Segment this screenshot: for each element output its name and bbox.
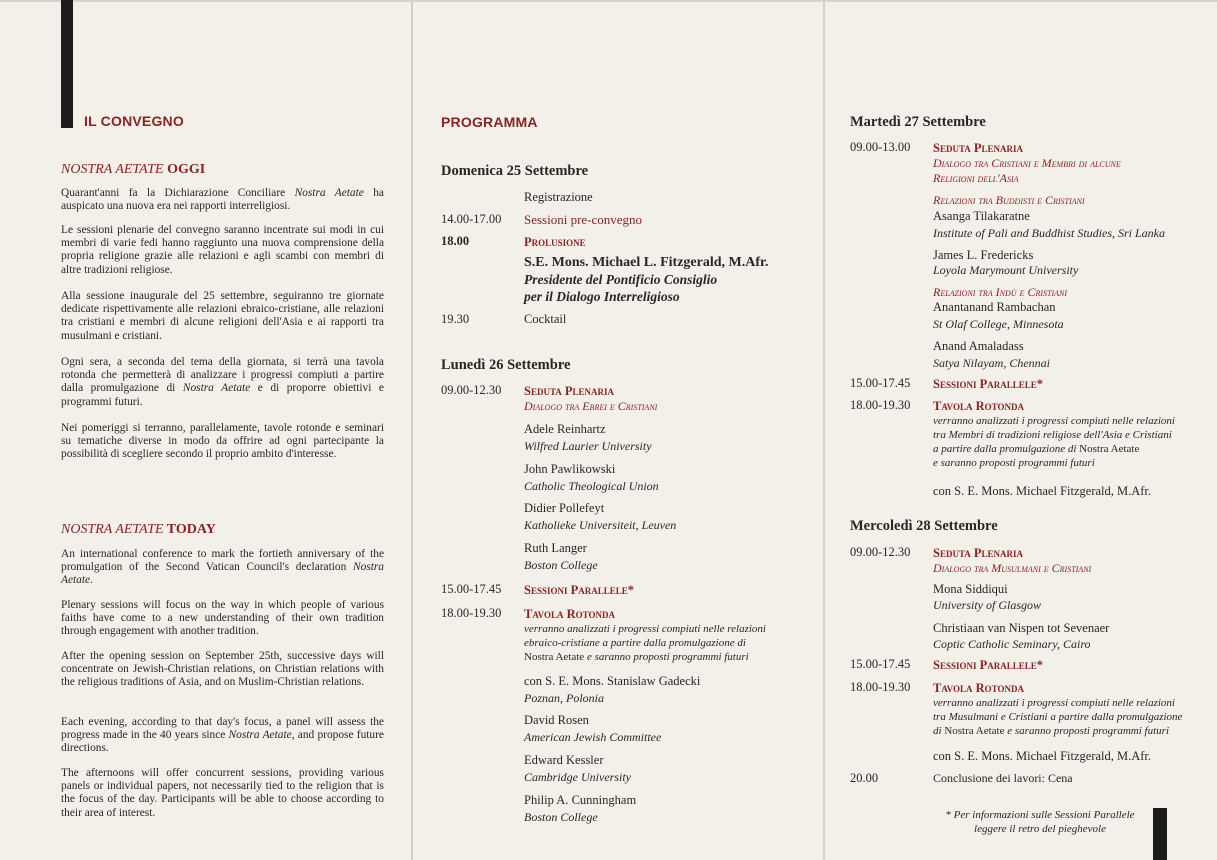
en-paragraph: Each evening, according to that day's focus, a panel will assess the progress made in the 40 years since Nostra Aetate, and propose future directions. xyxy=(61,716,384,755)
speaker-affiliation: Wilfred Laurier University xyxy=(524,439,652,453)
roundtable-description: verranno analizzati i progressi compiuti nelle relazioni tra Musulmani e Cristiani a partire dalla promulgazione di Nostra Aetate e saranno proposti programmi futuri xyxy=(933,697,1183,737)
chair-name: con S. E. Mons. Michael Fitzgerald, M.Afr. xyxy=(933,484,1152,498)
panelist-affiliation: Cambridge University xyxy=(524,770,631,784)
panel-programme xyxy=(414,0,822,860)
speaker-affiliation: Institute of Pali and Buddhist Studies, Sri Lanka xyxy=(933,226,1165,240)
it-paragraph: Nei pomeriggi si terranno, parallelamente, tavole rotonde e seminari su tematiche diverse in modo da offrire ad ogni partecipante la possibilità di scegliere secondo il proprio ambito d'interesse. xyxy=(61,422,384,461)
time: 15.00-17.45 xyxy=(850,657,911,671)
en-paragraph: The afternoons will offer concurrent sessions, providing various panels or individual papers, not necessarily tied to the religion that is the focus of the day. Participants will be able to choose according to their area of interest. xyxy=(61,767,384,819)
chair-name: con S. E. Mons. Stanislaw Gadecki xyxy=(524,674,701,688)
speaker-affiliation: Katholieke Universiteit, Leuven xyxy=(524,518,677,532)
time: 18.00 xyxy=(441,234,470,248)
panelist-affiliation: Boston College xyxy=(524,810,598,824)
session-subtitle: Dialogo tra Ebrei e Cristiani xyxy=(524,399,658,413)
speaker-fitzgerald: S.E. Mons. Michael L. Fitzgerald, M.Afr. xyxy=(524,255,769,270)
speaker-role: Presidente del Pontificio Consiglio xyxy=(524,272,718,287)
subsession-buddhist: Relazioni tra Buddisti e Cristiani xyxy=(933,193,1085,207)
session-prolusione: Prolusione xyxy=(524,235,586,249)
fold-line-left xyxy=(411,0,413,860)
speaker-name: Didier Pollefeyt xyxy=(524,501,605,515)
day-heading-monday: Lunedì 26 Settembre xyxy=(441,357,571,373)
session-subtitle: Religioni dell'Asia xyxy=(933,171,1019,185)
panel-programme-continued xyxy=(826,0,1217,860)
closing-dinner: Conclusione dei lavori: Cena xyxy=(933,771,1073,785)
day-heading-sunday: Domenica 25 Settembre xyxy=(441,163,589,179)
panelist-name: David Rosen xyxy=(524,713,589,727)
session-parallele: Sessioni Parallele* xyxy=(524,583,634,597)
roundtable-description: verranno analizzati i progressi compiuti nelle relazioni ebraico-cristiane a partire dalla promulgazione di Nostra Aetate e saranno proposti programmi futuri xyxy=(524,623,766,663)
time: 09.00-12.30 xyxy=(850,545,911,559)
session-parallele: Sessioni Parallele* xyxy=(933,377,1043,391)
speaker-name: James L. Fredericks xyxy=(933,248,1034,262)
speaker-affiliation: Loyola Marymount University xyxy=(933,263,1079,277)
panelist-affiliation: American Jewish Committee xyxy=(524,730,662,744)
it-paragraph: Quarant'anni fa la Dichiarazione Conciliare Nostra Aetate ha auspicato una nuova era nei rapporti interreligiosi. xyxy=(61,187,384,213)
it-paragraph: Ogni sera, a seconda del tema della giornata, si terrà una tavola rotonda che permetterà di analizzare i progressi compiuti a partire dalla promulgazione di Nostra Aetate e di proporre obiettivi e programmi futuri. xyxy=(61,356,384,408)
heading-en: NOSTRA AETATE TODAY xyxy=(61,522,216,537)
session-tavola-rotonda: Tavola Rotonda xyxy=(933,681,1024,695)
speaker-affiliation: St Olaf College, Minnesota xyxy=(933,317,1064,331)
time: 18.00-19.30 xyxy=(850,680,911,694)
session-tavola-rotonda: Tavola Rotonda xyxy=(933,399,1024,413)
speaker-name: Mona Siddiqui xyxy=(933,582,1008,596)
panel-about xyxy=(0,0,410,860)
time: 09.00-13.00 xyxy=(850,140,911,154)
panelist-name: Edward Kessler xyxy=(524,753,604,767)
time: 20.00 xyxy=(850,771,879,785)
section-title-programma: PROGRAMMA xyxy=(441,114,538,130)
en-paragraph: Plenary sessions will focus on the way in which people of various faiths have come to a new understanding of their own tradition through engagement with another tradition. xyxy=(61,599,384,638)
speaker-role: per il Dialogo Interreligioso xyxy=(524,289,680,304)
heading-it: NOSTRA AETATE OGGI xyxy=(61,162,206,177)
time: 19.30 xyxy=(441,312,470,326)
speaker-name: John Pawlikowski xyxy=(524,462,616,476)
chair-affiliation: Poznan, Polonia xyxy=(524,691,604,705)
en-paragraph: After the opening session on September 25th, successive days will concentrate on Jewish-Christian relations, on Christian relations with the religious traditions of Asia, and on Muslim-Christian relations. xyxy=(61,650,384,689)
speaker-name: Ruth Langer xyxy=(524,541,587,555)
decor-bar-bottom xyxy=(1153,808,1167,860)
panelist-name: Philip A. Cunningham xyxy=(524,793,637,807)
cocktail: Cocktail xyxy=(524,312,567,326)
speaker-name: Asanga Tilakaratne xyxy=(933,209,1030,223)
session-plenaria: Seduta Plenaria xyxy=(933,546,1024,560)
speaker-name: Anantanand Rambachan xyxy=(933,300,1056,314)
time: 18.00-19.30 xyxy=(850,398,911,412)
footnote-parallel-sessions: * Per informazioni sulle Sessioni Parallele leggere il retro del pieghevole xyxy=(945,809,1135,835)
speaker-affiliation: University of Glasgow xyxy=(933,598,1041,612)
roundtable-description: verranno analizzati i progressi compiuti nelle relazioni tra Membri di tradizioni religiose dell'Asia e Cristiani a partire dalla promulgazione di Nostra Aetate e saranno proposti programmi futuri xyxy=(933,415,1175,469)
session-subtitle: Dialogo tra Cristiani e Membri di alcune xyxy=(933,156,1121,170)
decor-bar-top xyxy=(61,0,73,128)
session-parallele: Sessioni Parallele* xyxy=(933,658,1043,672)
speaker-affiliation: Satya Nilayam, Chennai xyxy=(933,356,1050,370)
day-heading-wednesday: Mercoledì 28 Settembre xyxy=(850,518,998,534)
en-paragraph: An international conference to mark the fortieth anniversary of the promulgation of the Second Vatican Council's declaration Nostra Aetate. xyxy=(61,548,384,587)
speaker-name: Anand Amaladass xyxy=(933,339,1024,353)
chair-name: con S. E. Mons. Michael Fitzgerald, M.Afr. xyxy=(933,749,1152,763)
speaker-affiliation: Catholic Theological Union xyxy=(524,479,659,493)
subsession-hindu: Relazioni tra Indù e Cristiani xyxy=(933,285,1067,299)
time: 15.00-17.45 xyxy=(441,582,502,596)
section-title-convegno: IL CONVEGNO xyxy=(84,113,184,129)
time: 15.00-17.45 xyxy=(850,376,911,390)
time: 09.00-12.30 xyxy=(441,383,502,397)
speaker-name: Adele Reinhartz xyxy=(524,422,606,436)
it-paragraph: Le sessioni plenarie del convegno saranno incentrate sui modi in cui membri di varie fedi hanno raggiunto una nuova comprensione della propria religione grazie alle relazioni e agli scambi con membri di altre tradizioni religiose. xyxy=(61,224,384,276)
registration: Registrazione xyxy=(524,190,593,204)
speaker-affiliation: Boston College xyxy=(524,558,598,572)
time: 14.00-17.00 xyxy=(441,212,502,226)
session-subtitle: Dialogo tra Musulmani e Cristiani xyxy=(933,561,1092,575)
session-tavola-rotonda: Tavola Rotonda xyxy=(524,607,615,621)
it-paragraph: Alla sessione inaugurale del 25 settembre, seguiranno tre giornate dedicate rispettivamente alle relazioni ebraico-cristiane, alle relazioni tra cristiani e membri di alcune religioni dell'Asia e ai rapporti tra musulmani e cristiani. xyxy=(61,290,384,342)
session-preconvegno: Sessioni pre-convegno xyxy=(524,212,643,227)
speaker-affiliation: Coptic Catholic Seminary, Cairo xyxy=(933,637,1091,651)
session-plenaria: Seduta Plenaria xyxy=(524,384,615,398)
day-heading-tuesday: Martedì 27 Settembre xyxy=(850,114,986,130)
session-plenaria: Seduta Plenaria xyxy=(933,141,1024,155)
fold-line-right xyxy=(823,0,825,860)
speaker-name: Christiaan van Nispen tot Sevenaer xyxy=(933,621,1110,635)
time: 18.00-19.30 xyxy=(441,606,502,620)
